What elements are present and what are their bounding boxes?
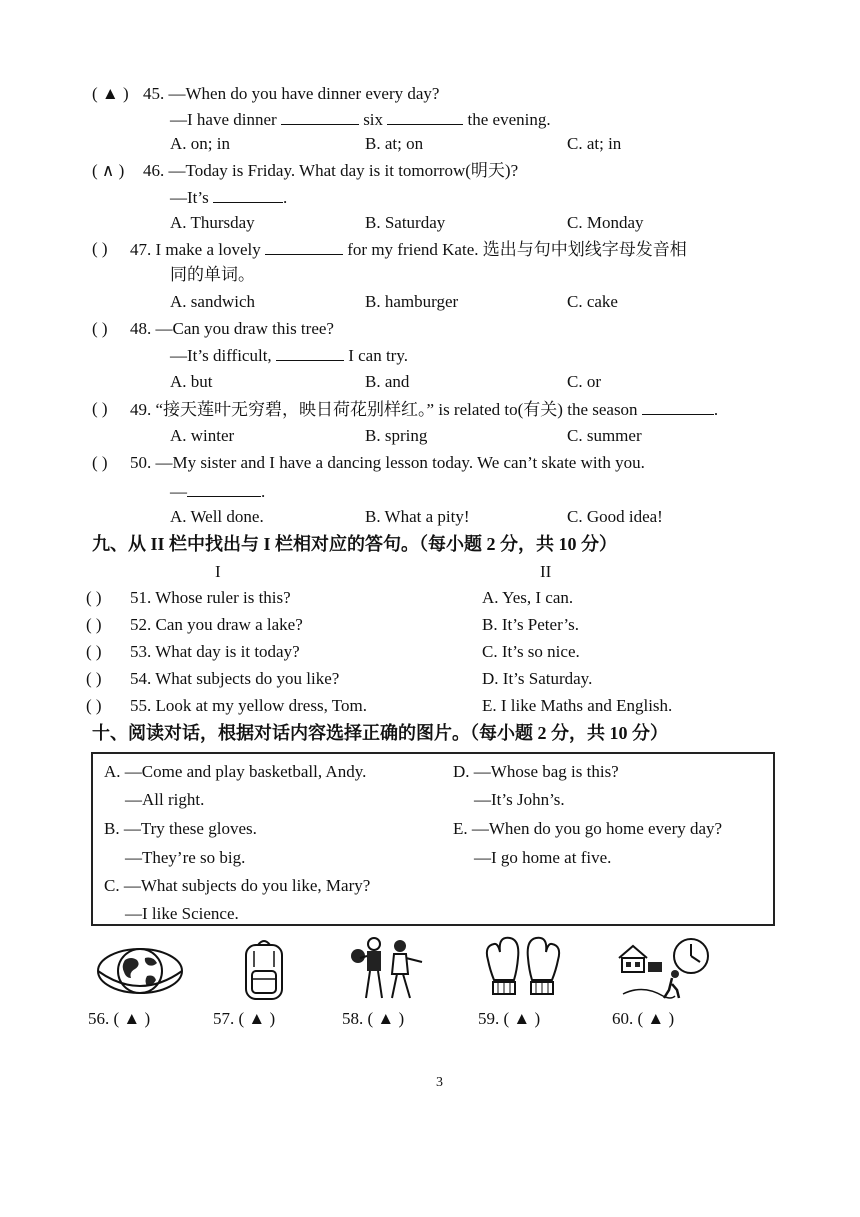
q51-question: 51. Whose ruler is this? <box>130 588 291 607</box>
q49-option-b: B. spring <box>365 426 428 445</box>
dialog-c-line-1: C. —What subjects do you like, Mary? <box>104 876 371 895</box>
q50-answer-mark: ( ) <box>92 453 108 472</box>
q53-question: 53. What day is it today? <box>130 642 300 661</box>
go-home-icon <box>615 936 713 1002</box>
section-10-title: 十、阅读对话，根据对话内容选择正确的图片。（每小题 2 分，共 10 分） <box>92 723 668 743</box>
q46-option-a: A. Thursday <box>170 213 255 232</box>
q47-option-b: B. hamburger <box>365 292 459 311</box>
q46-question: 46. —Today is Friday. What day is it tomorrow(明天)? <box>143 161 519 180</box>
q49-blank[interactable] <box>642 400 714 415</box>
q49-option-a: A. winter <box>170 426 235 445</box>
q46-answer-mark: ( ∧ ) <box>92 161 125 180</box>
q45-option-b: B. at; on <box>365 134 424 153</box>
q52-answer-mark: ( ) <box>86 615 102 634</box>
q47-option-a: A. sandwich <box>170 292 255 311</box>
reply-d: D. It’s Saturday. <box>482 669 593 688</box>
q54-question: 54. What subjects do you like? <box>130 669 340 688</box>
q45-question: 45. —When do you have dinner every day? <box>143 84 440 103</box>
q48-option-c: C. or <box>567 372 601 391</box>
q45-answer-mark: ( ▲ ) <box>92 84 129 103</box>
q48-blank[interactable] <box>276 346 344 361</box>
dialog-e-line-1: E. —When do you go home every day? <box>453 819 723 838</box>
dialog-a-line-1: A. —Come and play basketball, Andy. <box>104 762 367 781</box>
q48-option-b: B. and <box>365 372 410 391</box>
backpack-icon <box>240 937 288 1003</box>
q47-question-line: 47. I make a lovely for my friend Kate. 选出与句中划线字母发音相 <box>130 240 687 259</box>
q60-answer[interactable]: 60. ( ▲ ) <box>612 1009 675 1028</box>
dialog-b-line-1: B. —Try these gloves. <box>104 819 257 838</box>
dialog-d-line-1: D. —Whose bag is this? <box>453 762 619 781</box>
section-9-title: 九、从 II 栏中找出与 I 栏相对应的答句。（每小题 2 分，共 10 分） <box>92 534 618 554</box>
q49-answer-mark: ( ) <box>92 399 108 418</box>
q50-option-c: C. Good idea! <box>567 507 663 526</box>
q46-option-b: B. Saturday <box>365 213 446 232</box>
dialog-a-line-2: —All right. <box>125 790 205 809</box>
q49-question-line: 49. “接天莲叶无穷碧，映日荷花别样红。” is related to(有关) the season . <box>130 400 719 419</box>
column-i-header: I <box>215 562 221 581</box>
q50-option-b: B. What a pity! <box>365 507 470 526</box>
q57-answer[interactable]: 57. ( ▲ ) <box>213 1009 276 1028</box>
q46-option-c: C. Monday <box>567 213 644 232</box>
gloves-icon <box>480 936 566 1002</box>
column-ii-header: II <box>540 562 552 581</box>
q55-answer-mark: ( ) <box>86 696 102 715</box>
q45-blank-1[interactable] <box>281 110 359 125</box>
q46-answer-line: —It’s . <box>170 188 288 207</box>
q45-option-c: C. at; in <box>567 134 622 153</box>
q54-answer-mark: ( ) <box>86 669 102 688</box>
reply-a: A. Yes, I can. <box>482 588 574 607</box>
reply-c: C. It’s so nice. <box>482 642 580 661</box>
q47-option-c: C. cake <box>567 292 618 311</box>
basketball-players-icon <box>350 936 430 1004</box>
q58-answer[interactable]: 58. ( ▲ ) <box>342 1009 405 1028</box>
q45-blank-2[interactable] <box>387 110 463 125</box>
q45-option-a: A. on; in <box>170 134 230 153</box>
q47-question-cont: 同的单词。 <box>170 265 255 284</box>
reply-e: E. I like Maths and English. <box>482 696 673 715</box>
q46-blank[interactable] <box>213 188 283 203</box>
q50-blank[interactable] <box>187 482 261 497</box>
q48-answer-mark: ( ) <box>92 319 108 338</box>
q55-question: 55. Look at my yellow dress, Tom. <box>130 696 367 715</box>
globe-icon <box>95 940 185 1002</box>
q45-answer-line: —I have dinner six the evening. <box>170 110 551 129</box>
q47-blank[interactable] <box>265 240 343 255</box>
q56-answer[interactable]: 56. ( ▲ ) <box>88 1009 151 1028</box>
q47-answer-mark: ( ) <box>92 239 108 258</box>
q49-option-c: C. summer <box>567 426 642 445</box>
q59-answer[interactable]: 59. ( ▲ ) <box>478 1009 541 1028</box>
q50-option-a: A. Well done. <box>170 507 264 526</box>
page-number: 3 <box>436 1075 443 1090</box>
q48-answer-line: —It’s difficult, I can try. <box>170 346 408 365</box>
q52-question: 52. Can you draw a lake? <box>130 615 303 634</box>
q50-question: 50. —My sister and I have a dancing lesson today. We can’t skate with you. <box>130 453 645 472</box>
q50-answer-line: — . <box>170 482 266 501</box>
dialog-e-line-2: —I go home at five. <box>474 848 612 867</box>
q48-option-a: A. but <box>170 372 213 391</box>
dialog-d-line-2: —It’s John’s. <box>474 790 565 809</box>
q53-answer-mark: ( ) <box>86 642 102 661</box>
dialog-b-line-2: —They’re so big. <box>125 848 246 867</box>
q48-question: 48. —Can you draw this tree? <box>130 319 334 338</box>
q51-answer-mark: ( ) <box>86 588 102 607</box>
dialog-c-line-2: —I like Science. <box>125 904 239 923</box>
reply-b: B. It’s Peter’s. <box>482 615 579 634</box>
